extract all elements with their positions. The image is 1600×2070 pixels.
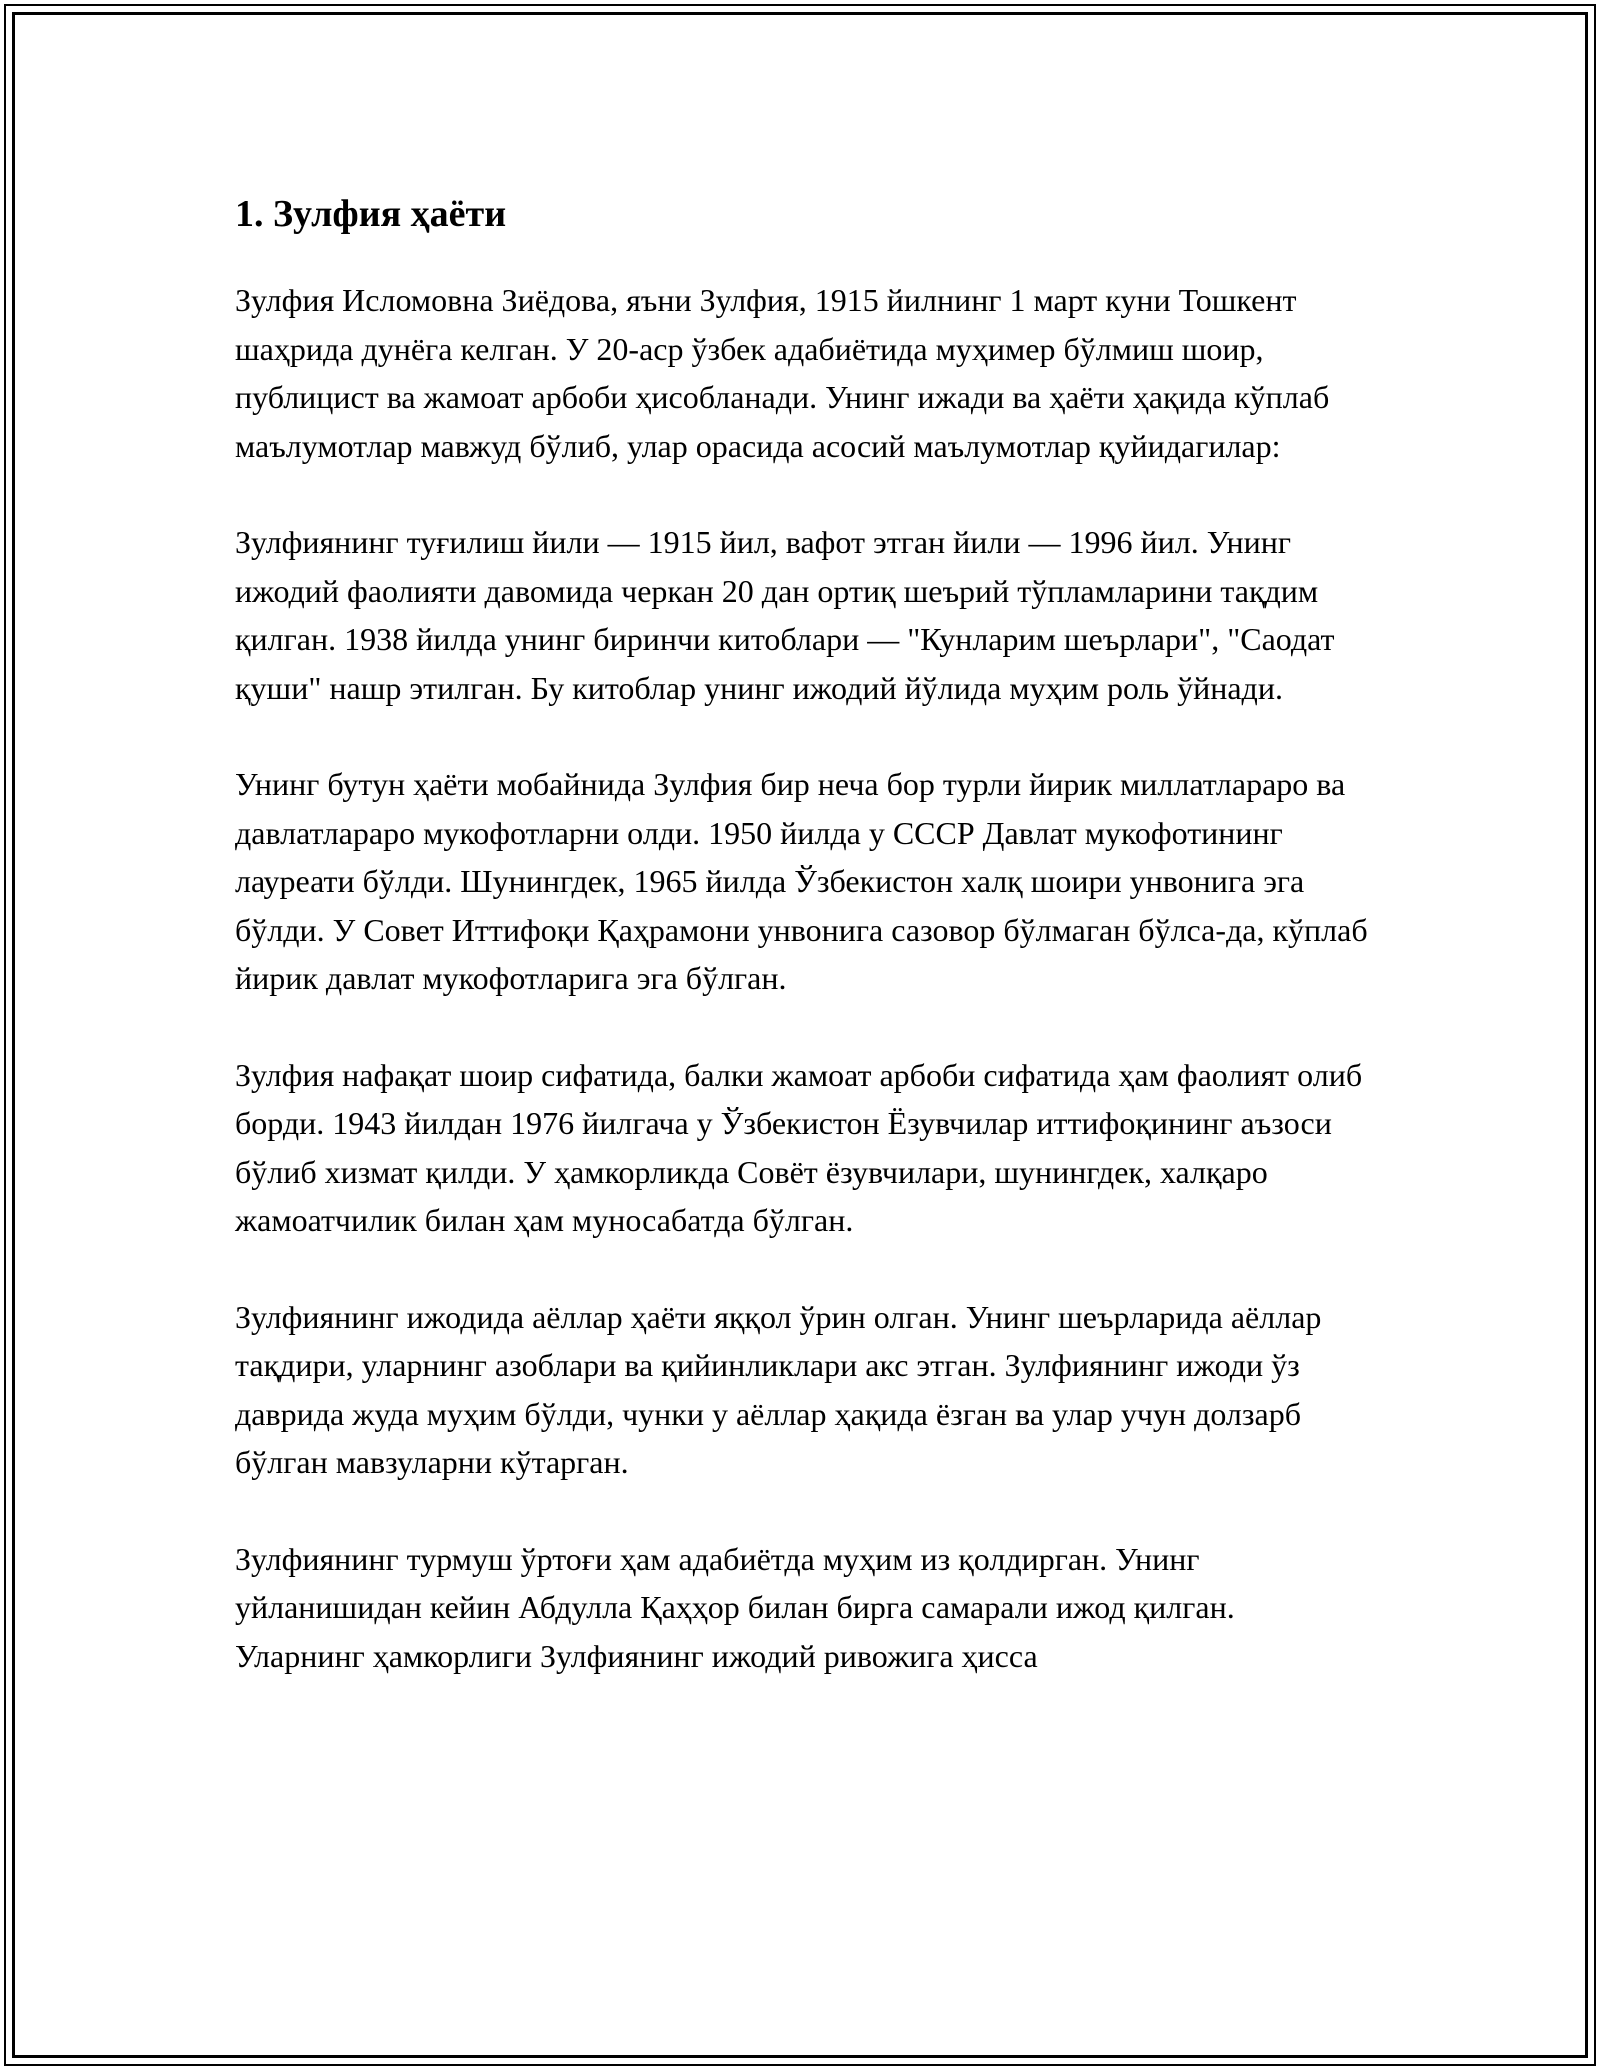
paragraph-2: Зулфиянинг туғилиш йили — 1915 йил, вафот этган йили — 1996 йил. Унинг ижодий фаолияти давомида черкан 20 дан ортиқ шеърий тўпламларини тақдим қилган. 1938 йилда унинг биринчи китоблари — "Кунларим шеърлари", "Саодат қуши" нашр этилган. Бу китоблар унинг ижодий йўлида муҳим роль ўйнади.: [235, 524, 1335, 706]
paragraph-3: Унинг бутун ҳаёти мобайнида Зулфия бир неча бор турли йирик миллатлараро ва давлатлараро мукофотларни олди. 1950 йилда у СССР Давлат мукофотининг лауреати бўлди. Шунингдек, 1965 йилда Ўзбекистон халқ шоири унвонига эга бўлди. У Совет Иттифоқи Қаҳрамони унвонига сазовор бўлмаган бўлса-да, кўплаб йирик давлат мукофотларига эга бўлган.: [235, 766, 1368, 996]
document-body: [235, 182, 1370, 1728]
paragraph-6: Зулфиянинг турмуш ўртоғи ҳам адабиётда муҳим из қолдирган. Унинг уйланишидан кейин Абдулла Қаҳҳор билан бирга самарали ижод қилган. Уларнинг ҳамкорлиги Зулфиянинг ижодий ривожига ҳисса: [235, 1540, 1235, 1674]
paragraph-5: Зулфиянинг ижодида аёллар ҳаёти яққол ўрин олган. Унинг шеърларида аёллар тақдири, уларнинг азоблари ва қийинликлари акс этган. Зулфиянинг ижоди ўз даврида жуда муҳим бўлди, чунки у аёллар ҳақида ёзган ва улар учун долзарб бўлган мавзуларни кўтарган.: [235, 1298, 1322, 1480]
paragraph-4: Зулфия нафақат шоир сифатида, балки жамоат арбоби сифатида ҳам фаолият олиб борди. 1943 йилдан 1976 йилгача у Ўзбекистон Ёзувчилар иттифоқининг аъзоси бўлиб хизмат қилди. У ҳамкорликда Совёт ёзувчилари, шунингдек, халқаро жамоатчилик билан ҳам муносабатда бўлган.: [235, 1056, 1363, 1238]
section-heading: 1. Зулфия ҳаёти: [235, 193, 507, 235]
paragraph-1: Зулфия Исломовна Зиёдова, яъни Зулфия, 1915 йилнинг 1 март куни Тошкент шаҳрида дунёга келган. У 20-аср ўзбек адабиётида муҳимер бўлмиш шоир, публицист ва жамоат арбоби ҳисобланади. Унинг ижади ва ҳаёти ҳақида кўплаб маълумотлар мавжуд бўлиб, улар орасида асосий маълумотлар қуйидагилар:: [235, 282, 1330, 464]
